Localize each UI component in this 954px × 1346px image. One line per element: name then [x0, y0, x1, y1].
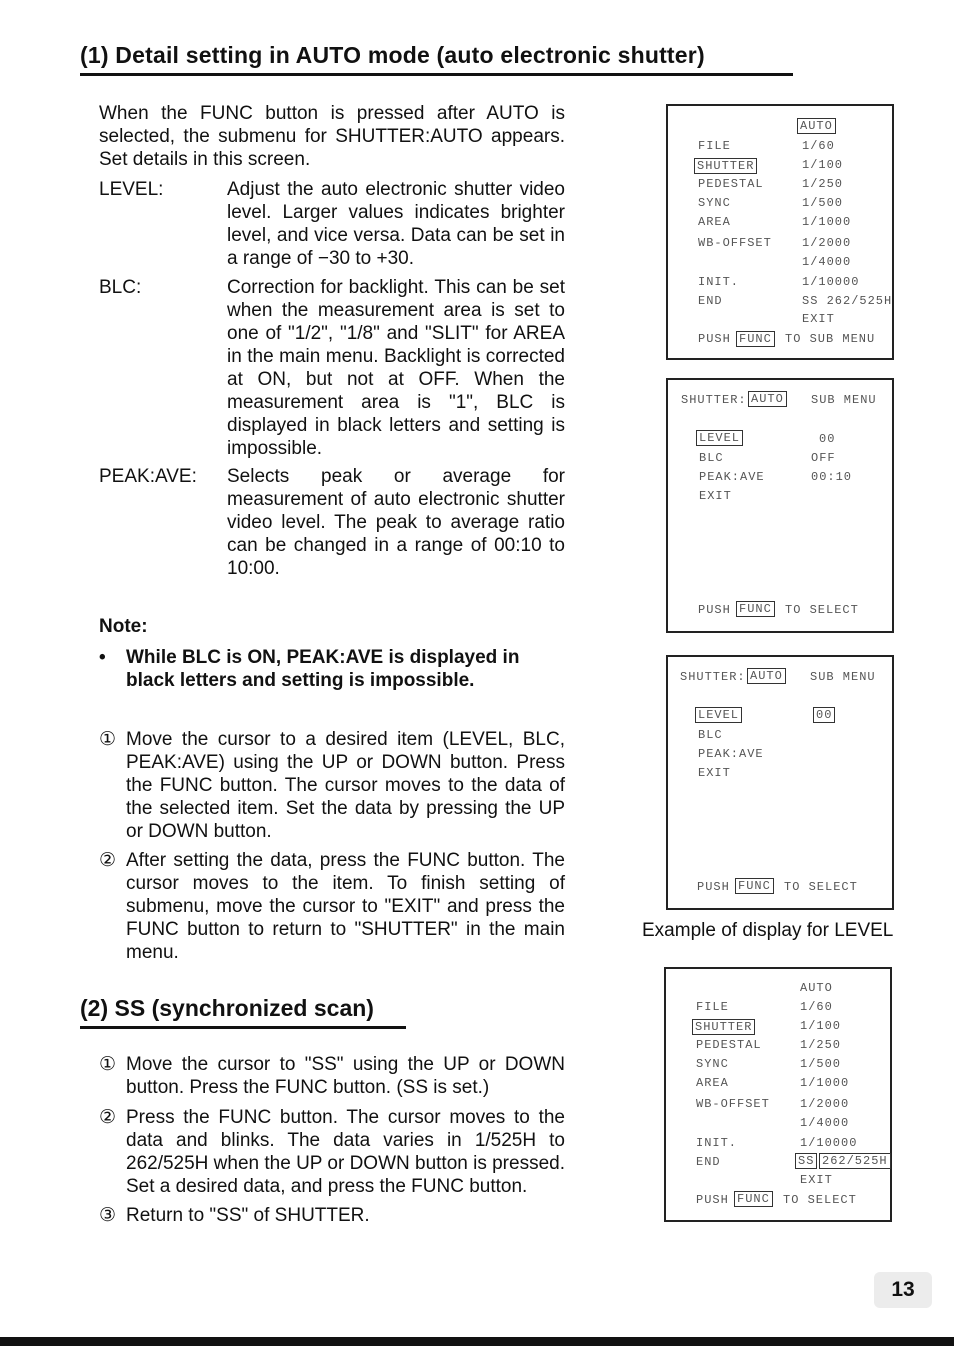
screen-main-menu-auto	[666, 104, 894, 360]
menu-value: 1/250	[800, 1038, 842, 1052]
submenu-value: 00	[819, 432, 836, 446]
definition-text: Correction for backlight. This can be set when the measurement area is set to one of "1/2", "1/8" and "SLIT" for AREA in the main menu. Backlight is corrected at ON, but not at OFF. When the measurement area is "1", BLC is displayed in black letters and setting is impossible.	[227, 277, 565, 459]
menu-item: WB-OFFSET	[696, 1097, 770, 1111]
menu-item: SYNC	[698, 196, 731, 210]
section-heading-auto-mode: (1) Detail setting in AUTO mode (auto electronic shutter)	[80, 42, 793, 76]
menu-item: FILE	[698, 139, 731, 153]
submenu-title: SUB MENU	[810, 670, 876, 684]
push-tail: TO SUB MENU	[785, 332, 876, 346]
menu-value: 1/2000	[800, 1097, 850, 1111]
menu-value: EXIT	[802, 312, 835, 326]
push-label: PUSH	[697, 880, 730, 894]
submenu-item: PEAK:AVE	[698, 747, 764, 761]
submenu-item: BLC	[698, 728, 723, 742]
menu-item: END	[696, 1155, 721, 1169]
menu-item: FILE	[696, 1000, 729, 1014]
menu-value: 1/100	[800, 1019, 842, 1033]
screen-submenu-level	[666, 378, 894, 633]
menu-value: 1/10000	[802, 275, 860, 289]
menu-item-selected: SHUTTER	[692, 1019, 755, 1035]
step-number: ②	[99, 850, 117, 871]
menu-item: INIT.	[696, 1136, 738, 1150]
push-tail: TO SELECT	[784, 880, 858, 894]
submenu-auto-label: AUTO	[748, 391, 787, 407]
menu-value-selected: AUTO	[797, 118, 836, 134]
func-label: FUNC	[734, 1191, 773, 1207]
menu-value: 1/1000	[802, 215, 852, 229]
submenu-item: PEAK:AVE	[699, 470, 765, 484]
menu-value: 1/100	[802, 158, 844, 172]
menu-value: AUTO	[800, 981, 833, 995]
step-text: Return to "SS" of SHUTTER.	[126, 1205, 370, 1226]
submenu-value-selected: 00	[813, 707, 835, 723]
step-text: Press the FUNC button. The cursor moves to the data and blinks. The data varies in 1/525H to 262/525H when the UP or DOWN button is pressed. Set a desired data, and press the FUNC button.	[126, 1107, 565, 1197]
menu-item: WB-OFFSET	[698, 236, 772, 250]
menu-item: INIT.	[698, 275, 740, 289]
push-tail: TO SELECT	[785, 603, 859, 617]
submenu-shutter-label: SHUTTER:	[680, 670, 746, 684]
submenu-item-selected: LEVEL	[695, 707, 742, 723]
menu-value: 1/500	[800, 1057, 842, 1071]
submenu-item: EXIT	[699, 489, 732, 503]
menu-item-selected: SHUTTER	[694, 158, 757, 174]
screen-submenu-level-data	[666, 655, 894, 910]
definition-term: PEAK:AVE:	[99, 466, 197, 487]
step-text: After setting the data, press the FUNC button. The cursor moves to the item. To finish setting of submenu, move the cursor to "EXIT" and press the FUNC button to return to "SHUTTER" in the main menu.	[126, 850, 565, 963]
ss-value-selected: 262/525H	[819, 1153, 891, 1169]
ss-label-selected: SS	[795, 1153, 817, 1169]
ss-step-1	[99, 1053, 565, 1099]
menu-item: END	[698, 294, 723, 308]
menu-item: PEDESTAL	[696, 1038, 762, 1052]
menu-value: 1/60	[802, 139, 835, 153]
definition-blc	[99, 276, 565, 460]
menu-value: SS 262/525H	[802, 294, 893, 308]
submenu-shutter-label: SHUTTER:	[681, 393, 747, 407]
push-tail: TO SELECT	[783, 1193, 857, 1207]
note-title: Note:	[99, 616, 148, 637]
bottom-bar	[0, 1337, 954, 1346]
step-number: ③	[99, 1205, 117, 1226]
step-number: ①	[99, 729, 117, 750]
ss-step-3	[99, 1204, 565, 1227]
menu-item: AREA	[698, 215, 731, 229]
func-label: FUNC	[736, 331, 775, 347]
menu-value: 1/4000	[800, 1116, 850, 1130]
func-label: FUNC	[736, 601, 775, 617]
definition-level	[99, 178, 565, 270]
menu-item: PEDESTAL	[698, 177, 764, 191]
push-label: PUSH	[698, 603, 731, 617]
submenu-auto-label: AUTO	[747, 668, 786, 684]
screen-main-menu-ss	[664, 967, 892, 1222]
step-number: ①	[99, 1054, 117, 1075]
menu-value: 1/1000	[800, 1076, 850, 1090]
submenu-value: OFF	[811, 451, 836, 465]
step-text: Move the cursor to "SS" using the UP or DOWN button. Press the FUNC button. (SS is set.)	[126, 1054, 565, 1098]
step-number: ②	[99, 1107, 117, 1128]
definition-peak-ave	[99, 465, 565, 580]
menu-value: 1/4000	[802, 255, 852, 269]
step-2	[99, 849, 565, 964]
menu-value: 1/250	[802, 177, 844, 191]
push-label: PUSH	[698, 332, 731, 346]
menu-value: EXIT	[800, 1173, 833, 1187]
push-label: PUSH	[696, 1193, 729, 1207]
func-label: FUNC	[735, 878, 774, 894]
figure-caption: Example of display for LEVEL	[642, 920, 894, 941]
definition-term: LEVEL:	[99, 179, 164, 200]
submenu-item: BLC	[699, 451, 724, 465]
definition-term: BLC:	[99, 277, 142, 298]
menu-item: AREA	[696, 1076, 729, 1090]
menu-value: 1/2000	[802, 236, 852, 250]
definition-text: Selects peak or average for measurement of auto electronic shutter video level. The peak to average ratio can be changed in a range of 00:10 to 10:00.	[227, 466, 565, 579]
intro-paragraph: When the FUNC button is pressed after AUTO is selected, the submenu for SHUTTER:AUTO appears. Set details in this screen.	[99, 103, 565, 170]
submenu-item: EXIT	[698, 766, 731, 780]
ss-step-2	[99, 1106, 565, 1198]
submenu-item-selected: LEVEL	[696, 430, 743, 446]
note-item	[99, 646, 565, 692]
menu-value: 1/500	[802, 196, 844, 210]
note-text: While BLC is ON, PEAK:AVE is displayed in black letters and setting is impossible.	[126, 647, 520, 691]
submenu-value: 00:10	[811, 470, 853, 484]
page-number: 13	[874, 1272, 932, 1308]
submenu-title: SUB MENU	[811, 393, 877, 407]
bullet-icon: •	[99, 647, 106, 668]
menu-value: 1/10000	[800, 1136, 858, 1150]
menu-item: SYNC	[696, 1057, 729, 1071]
step-text: Move the cursor to a desired item (LEVEL, BLC, PEAK:AVE) using the UP or DOWN button. Press the FUNC button. The cursor moves to the data of the selected item. Set the data by pressing the UP or DOWN button.	[126, 729, 565, 842]
menu-value: 1/60	[800, 1000, 833, 1014]
step-1	[99, 728, 565, 843]
section-heading-ss: (2) SS (synchronized scan)	[80, 995, 406, 1029]
definition-text: Adjust the auto electronic shutter video level. Larger values indicates brighter level, and vice versa. Data can be set in a range of −30 to +30.	[227, 179, 565, 269]
